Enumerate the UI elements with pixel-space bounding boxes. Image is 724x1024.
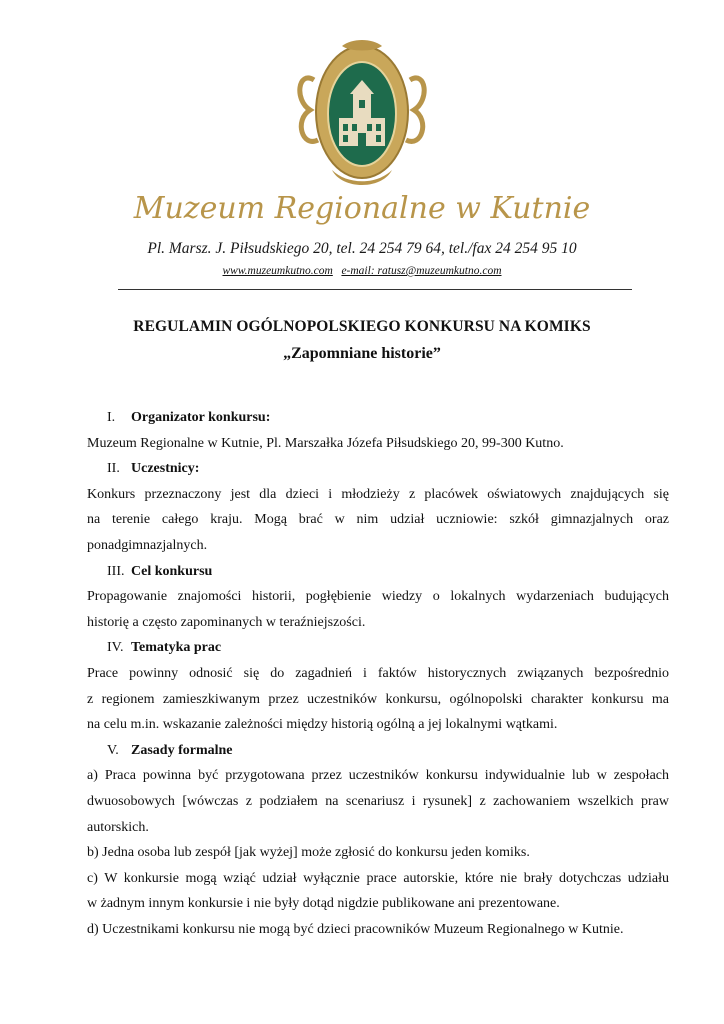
address-line: Pl. Marsz. J. Piłsudskiego 20, tel. 24 254 79 64, tel./fax 24 254 95 10: [147, 240, 577, 257]
header-divider: [118, 289, 632, 290]
document-title: REGULAMIN OGÓLNOPOLSKIEGO KONKURSU NA KOMIKS: [133, 318, 591, 335]
section-heading: I. Organizator konkursu:: [107, 410, 271, 425]
museum-logo: [0, 40, 724, 235]
rule-item: b) Jedna osoba lub zespół [jak wyżej] może zgłosić do konkursu jeden komiks.: [87, 845, 530, 861]
email-link[interactable]: e-mail: ratusz@muzeumkutno.com: [341, 265, 502, 277]
document-body: [87, 405, 669, 942]
section-text: Muzeum Regionalne w Kutnie, Pl. Marszałka Józefa Piłsudskiego 20, 99-300 Kutno.: [87, 435, 564, 451]
section-text: Prace powinny odnosić się do zagadnień i faktów historycznych związanych bezpośrednio: [87, 665, 669, 681]
contact-line: [0, 265, 724, 277]
rule-item: d) Uczestnikami konkursu nie mogą być dzieci pracowników Muzeum Regionalnego w Kutnie.: [87, 921, 624, 937]
section-text: Propagowanie znajomości historii, pogłębienie wiedzy o lokalnych wydarzeniach budujących: [87, 589, 669, 605]
section-text: Konkurs przeznaczony jest dla dzieci i młodzieży z placówek oświatowych znajdujących się: [87, 486, 669, 502]
rule-item: a) Praca powinna być przygotowana przez uczestników konkursu indywidualnie lub w zespołach: [87, 768, 669, 784]
section-text: na terenie całego kraju. Mogą brać w nim udział uczniowie: szkół gimnazjalnych oraz: [87, 512, 669, 528]
website-link[interactable]: www.muzeumkutno.com: [222, 265, 333, 277]
logo-wordmark: Muzeum Regionalne w Kutnie: [133, 191, 591, 226]
rule-item: autorskich.: [87, 819, 149, 835]
rule-item: w żadnym innym konkursie i nie były dotąd nigdzie publikowane ani prezentowane.: [87, 896, 560, 912]
rule-item: c) W konkursie mogą wziąć udział wyłącznie prace autorskie, które nie brały dotychczas udziału: [87, 870, 669, 886]
section-text: ponadgimnazjalnych.: [87, 537, 208, 553]
section-text: z regionem zamieszkiwanym przez uczestników konkursu, ogólnopolski charakter konkursu ma: [87, 691, 669, 707]
logo-emblem: [133, 40, 591, 235]
competition-name: „Zapomniane historie”: [283, 345, 441, 362]
section-heading: III. Cel konkursu: [107, 563, 213, 579]
section-heading: V. Zasady formalne: [107, 742, 233, 758]
section-text: historię a często zapominanych w teraźniejszości.: [87, 614, 366, 630]
rule-item: dwuosobowych [wówczas z podziałem na scenariusz i rysunek] z zachowaniem wszelkich praw: [87, 793, 669, 809]
section-heading: II. Uczestnicy:: [107, 461, 200, 477]
section-text: na celu m.in. wskazanie zależności między historią ogólną a jej lokalnymi wątkami.: [87, 717, 558, 733]
section-heading: IV. Tematyka prac: [107, 640, 222, 656]
